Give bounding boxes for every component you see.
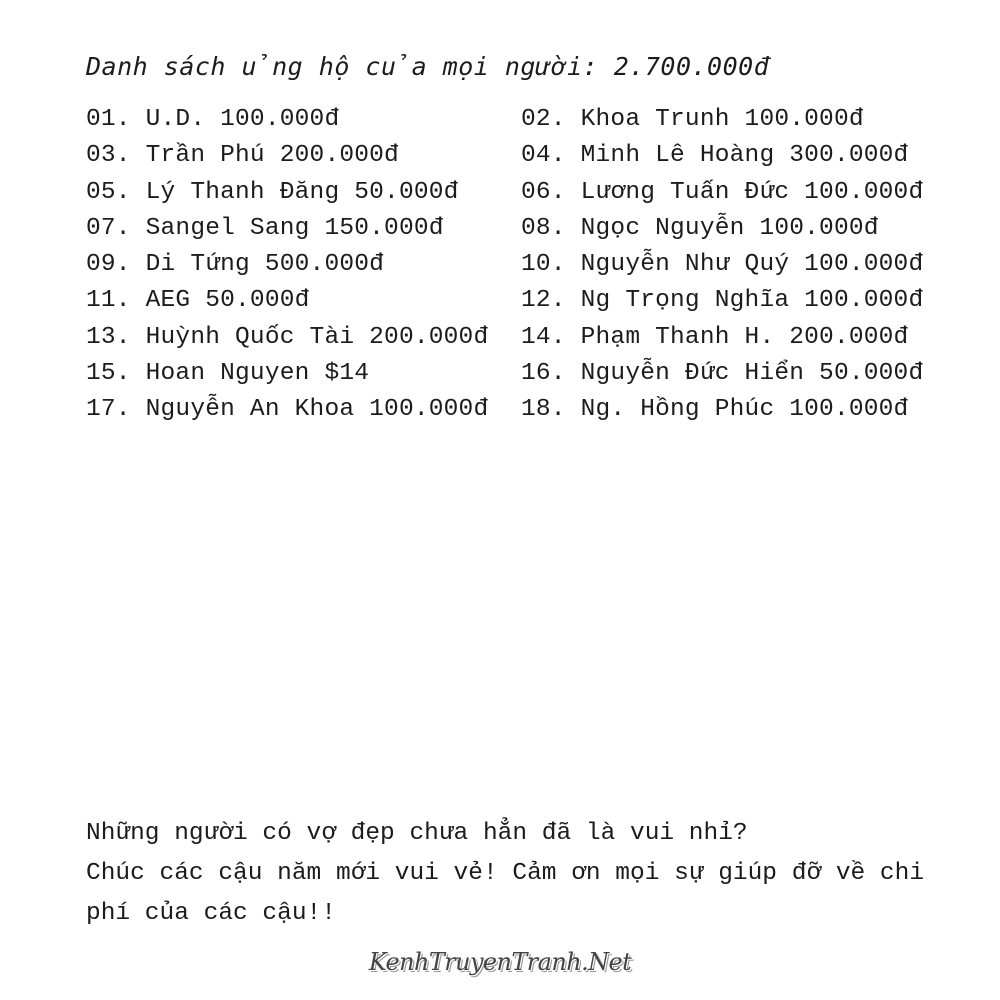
message-line: Chúc các cậu năm mới vui vẻ! Cảm ơn mọi sự giúp đỡ về chi	[86, 860, 925, 887]
donor-item: 02. Khoa Trunh 100.000đ	[521, 106, 864, 133]
donor-item: 01. U.D. 100.000đ	[86, 106, 340, 133]
thank-you-message	[86, 814, 966, 934]
message-line: Những người có vợ đẹp chưa hẳn đã là vui nhỉ?	[86, 820, 748, 847]
message-line: phí của các cậu!!	[86, 900, 336, 927]
donor-item: 18. Ng. Hồng Phúc 100.000đ	[521, 396, 909, 424]
donor-list-left	[86, 102, 488, 429]
donor-item: 17. Nguyễn An Khoa 100.000đ	[86, 396, 489, 424]
donor-item: 12. Ng Trọng Nghĩa 100.000đ	[521, 287, 924, 315]
donor-item: 09. Di Tứng 500.000đ	[86, 251, 385, 279]
site-watermark: KenhTruyenTranh.Net	[368, 948, 632, 976]
donation-list-title: Danh sách ủng hộ của mọi người: 2.700.000đ	[86, 52, 770, 81]
donor-item: 06. Lương Tuấn Đức 100.000đ	[521, 178, 924, 206]
donor-item: 11. AEG 50.000đ	[86, 287, 310, 315]
donor-item: 10. Nguyễn Như Quý 100.000đ	[521, 251, 924, 279]
donor-item: 05. Lý Thanh Đăng 50.000đ	[86, 178, 459, 206]
donor-item: 15. Hoan Nguyen $14	[86, 360, 370, 388]
donor-item: 14. Phạm Thanh H. 200.000đ	[521, 323, 909, 351]
donor-item: 08. Ngọc Nguyễn 100.000đ	[521, 214, 879, 242]
donor-item: 04. Minh Lê Hoàng 300.000đ	[521, 142, 909, 170]
donor-item: 13. Huỳnh Quốc Tài 200.000đ	[86, 323, 489, 351]
donor-item: 16. Nguyễn Đức Hiển 50.000đ	[521, 360, 924, 388]
donor-item: 07. Sangel Sang 150.000đ	[86, 214, 444, 242]
donor-list-right	[521, 102, 923, 429]
donor-item: 03. Trần Phú 200.000đ	[86, 142, 399, 170]
